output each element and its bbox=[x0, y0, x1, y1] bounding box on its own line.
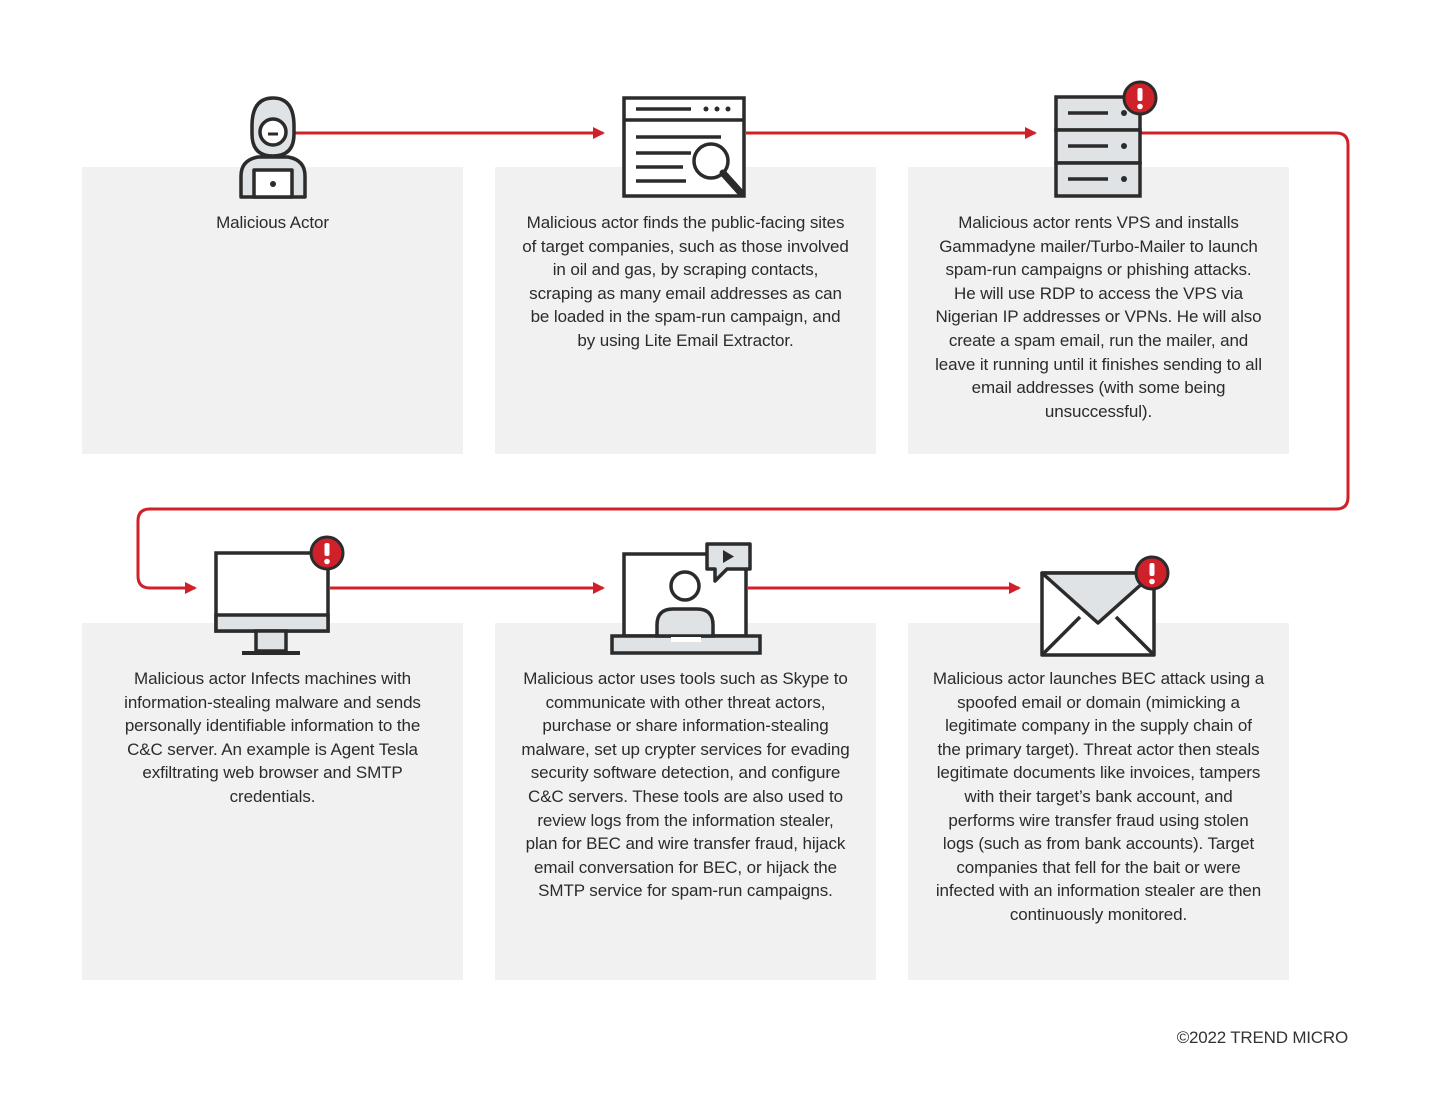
copyright: ©2022 TREND MICRO bbox=[1176, 1028, 1348, 1047]
alert-icon bbox=[1124, 82, 1156, 114]
step-2-text: Malicious actor finds the public-facing sites of target companies, such as those involved in oil and gas, by scraping contacts, scraping as many email addresses as can be loaded in the spam-run campaign, and by using Lite Email Extractor. bbox=[522, 213, 849, 350]
hacker-icon bbox=[236, 94, 310, 202]
step-5-text: Malicious actor uses tools such as Skype to communicate with other threat actors, purchase or share information-stealing malware, set up crypter services for evading security software detection, and configure C&C servers. These tools are also used to review logs from the information stealer, plan for BEC and wire transfer fraud, hijack email conversation for BEC, or hijack the SMTP service for spam-run campaigns. bbox=[521, 669, 850, 901]
alert-icon bbox=[1136, 557, 1168, 589]
step-1-text: Malicious Actor bbox=[216, 213, 329, 232]
email-alert-icon bbox=[1038, 553, 1176, 659]
step-6-text: Malicious actor launches BEC attack using a spoofed email or domain (mimicking a legitimate company in the supply chain of the primary target). Threat actor then steals legitimate documents like invoices, tampers with their target’s bank account, and performs wire transfer fraud using stolen logs (such as from bank accounts). Target companies that fell for the bait or were infected with an information stealer are then continuously monitored. bbox=[932, 669, 1265, 924]
alert-icon bbox=[311, 537, 343, 569]
monitor-alert-icon bbox=[212, 535, 348, 659]
video-chat-icon bbox=[609, 541, 763, 659]
browser-search-icon bbox=[621, 95, 749, 201]
step-4-text: Malicious actor Infects machines with information-stealing malware and sends personally identifiable information to the C&C server. An example is Agent Tesla exfiltrating web browser and SMTP credentials. bbox=[124, 669, 421, 806]
server-alert-icon bbox=[1052, 80, 1162, 202]
step-3-text: Malicious actor rents VPS and installs Gammadyne mailer/Turbo-Mailer to launch spam-run campaigns or phishing attacks. He will use RDP to access the VPS via Nigerian IP addresses or VPNs. He will also create a spam email, run the mailer, and leave it running until it finishes sending to all email addresses (with some being unsuccessful). bbox=[935, 213, 1262, 421]
